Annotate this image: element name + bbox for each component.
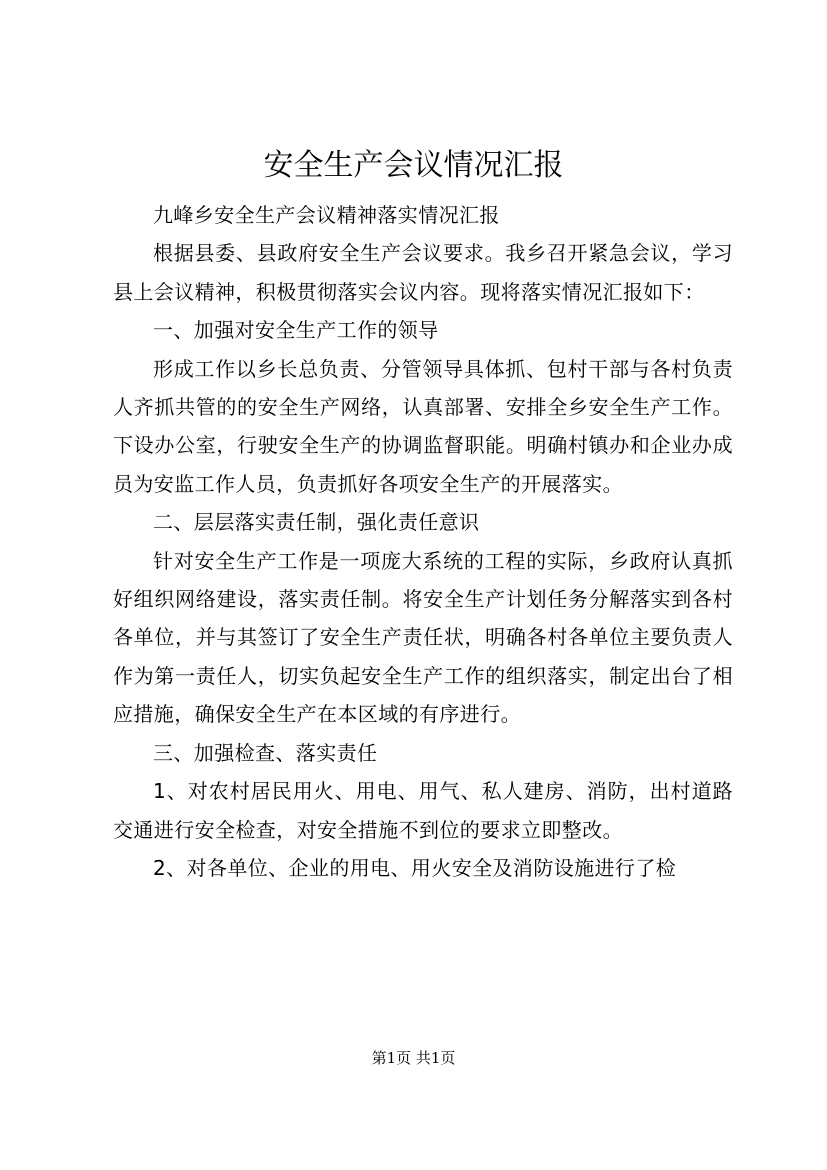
- paragraph-section-2: 针对安全生产工作是一项庞大系统的工程的实际，乡政府认真抓好组织网络建设，落实责任制。将安全生产计划任务分解落实到各村各单位，并与其签订了安全生产责任状，明确各村各单位主要负责人作为第一责任人，切实负起安全生产工作的组织落实，制定出台了相应措施，确保安全生产在本区域的有序进行。: [113, 548, 733, 727]
- paragraph-subtitle: 九峰乡安全生产会议精神落实情况汇报: [153, 203, 500, 227]
- section-heading-1: 一、加强对安全生产工作的领导: [153, 318, 439, 343]
- document-title: 安全生产会议情况汇报: [263, 148, 564, 183]
- paragraph-intro: 根据县委、县政府安全生产会议要求。我乡召开紧急会议，学习县上会议精神，积极贯彻落实会议内容。现将落实情况汇报如下：: [113, 241, 733, 304]
- list-item-1: 1、对农村居民用火、用电、用气、私人建房、消防，出村道路交通进行安全检查，对安全措施不到位的要求立即整改。: [113, 779, 733, 842]
- section-heading-3: 三、加强检查、落实责任: [153, 740, 378, 765]
- list-item-2: 2、对各单位、企业的用电、用火安全及消防设施进行了检: [153, 855, 677, 880]
- page-footer: 第1页 共1页: [371, 1049, 456, 1067]
- paragraph-section-1: 形成工作以乡长总负责、分管领导具体抓、包村干部与各村负责人齐抓共管的的安全生产网络，认真部署、安排全乡安全生产工作。下设办公室，行驶安全生产的协调监督职能。明确村镇办和企业办成员为安监工作人员，负责抓好各项安全生产的开展落实。: [113, 356, 733, 496]
- section-heading-2: 二、层层落实责任制，强化责任意识: [153, 510, 480, 535]
- document-body: [113, 196, 733, 887]
